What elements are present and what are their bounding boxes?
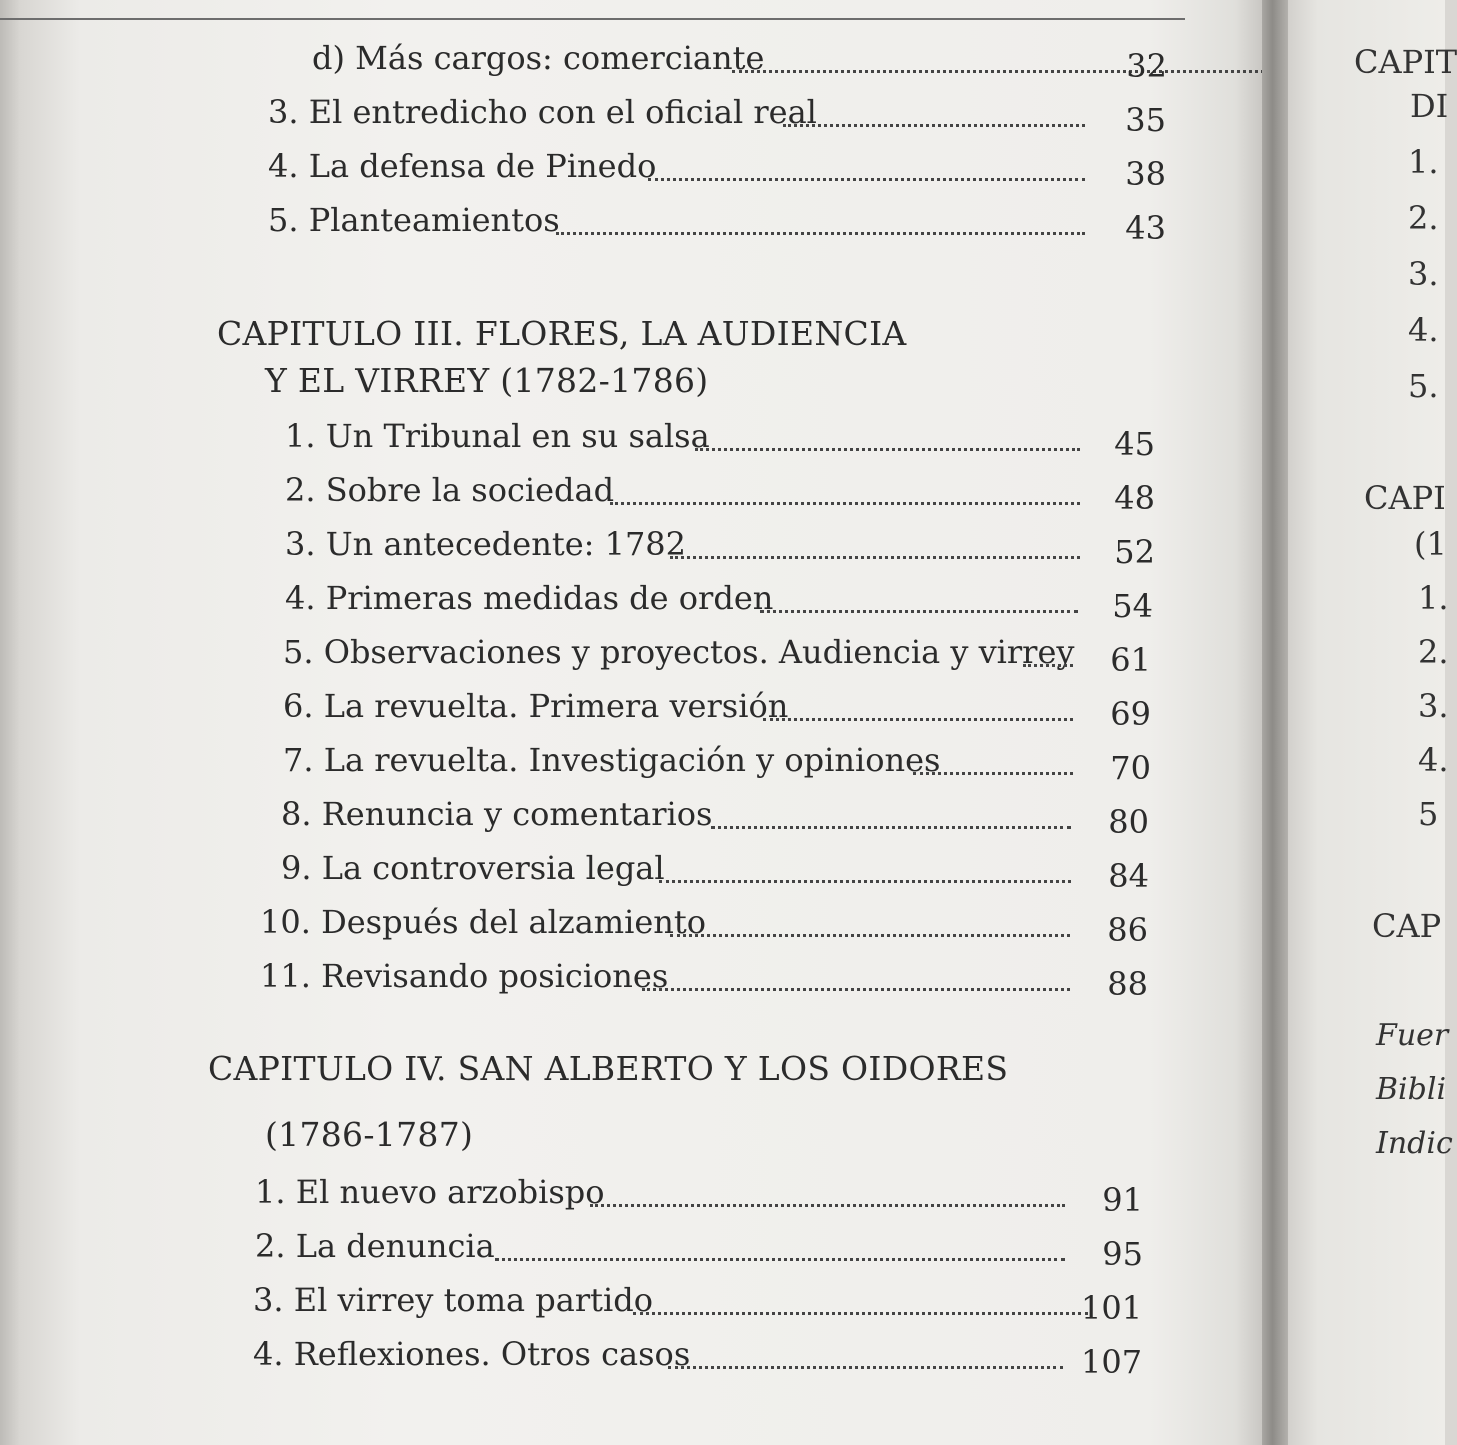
toc-entry (268, 92, 1168, 139)
dot-leader (711, 806, 1071, 829)
rp-item: 1. (1418, 579, 1449, 617)
entry-page: 38 (1125, 155, 1166, 193)
rp-item: 5. (1408, 367, 1439, 405)
toc-entry (268, 146, 1168, 193)
dot-leader (642, 968, 1070, 991)
toc-entry (281, 848, 1161, 895)
dot-leader (760, 590, 1078, 613)
toc-entry (260, 956, 1160, 1003)
dot-leader (763, 698, 1073, 721)
entry-label: 4. Primeras medidas de orden (285, 579, 774, 617)
entry-page: 69 (1110, 695, 1151, 733)
toc-entry (312, 38, 1172, 85)
rp-item: 4. (1418, 741, 1449, 779)
entry-page: 54 (1112, 587, 1153, 625)
entry-page: 48 (1114, 479, 1155, 517)
dot-leader (913, 752, 1073, 775)
dot-leader (668, 1346, 1063, 1369)
dot-leader (495, 1238, 1065, 1261)
chapter-title: CAPITULO IV. SAN ALBERTO Y LOS OIDORES (208, 1049, 1009, 1088)
rp-back-matter: Indic (1376, 1126, 1453, 1161)
right-page (1288, 0, 1457, 1445)
rp-item: 2. (1418, 633, 1449, 671)
rp-chapter-b-line1: CAPI (1364, 479, 1446, 517)
toc-entry (268, 200, 1168, 247)
entry-page: 45 (1114, 425, 1155, 463)
entry-page: 52 (1114, 533, 1155, 571)
rp-back-matter: Bibli (1376, 1072, 1447, 1107)
entry-label: 3. El entredicho con el oficial real (268, 93, 817, 131)
chapter-title: CAPITULO III. FLORES, LA AUDIENCIA (217, 314, 907, 353)
rp-item: 1. (1408, 143, 1439, 181)
toc-entry (285, 578, 1165, 625)
dot-leader (556, 212, 1085, 235)
toc-entry (255, 1226, 1155, 1273)
entry-page: 61 (1110, 641, 1151, 679)
chapter-subtitle: Y EL VIRREY (1782-1786) (265, 361, 709, 400)
rp-item: 3. (1418, 687, 1449, 725)
entry-label: 6. La revuelta. Primera versión (283, 687, 789, 725)
dot-leader (610, 482, 1080, 505)
toc-entry (283, 632, 1163, 679)
toc-entry (281, 794, 1161, 841)
rp-chapter-b-line2: (1 (1414, 525, 1447, 563)
entry-page: 84 (1108, 857, 1149, 895)
dot-leader (670, 914, 1070, 937)
entry-page: 80 (1108, 803, 1149, 841)
toc-entry (283, 740, 1163, 787)
rp-item: 5 (1418, 795, 1439, 833)
dot-leader (633, 1292, 1088, 1315)
entry-label: 2. Sobre la sociedad (285, 471, 615, 509)
entry-label: 1. El nuevo arzobispo (255, 1173, 605, 1211)
entry-label: 5. Planteamientos (268, 201, 560, 239)
toc-entry (285, 524, 1165, 571)
entry-label: 2. La denuncia (255, 1227, 495, 1265)
dot-leader (695, 428, 1080, 451)
rp-item: 3. (1408, 255, 1439, 293)
toc-entry (253, 1280, 1153, 1327)
toc-entry (253, 1334, 1153, 1381)
entry-page: 95 (1102, 1235, 1143, 1273)
rp-chapter-a-line2: DI (1410, 87, 1449, 125)
entry-label: 4. Reflexiones. Otros casos (253, 1335, 691, 1373)
entry-label: 3. Un antecedente: 1782 (285, 525, 687, 563)
entry-page: 101 (1081, 1289, 1143, 1327)
entry-page: 107 (1081, 1343, 1143, 1381)
entry-page: 88 (1107, 965, 1148, 1003)
toc-entry (260, 902, 1160, 949)
entry-label: 5. Observaciones y proyectos. Audiencia y virrey (283, 633, 1075, 671)
toc-entry (285, 470, 1165, 517)
entry-label: 10. Después del alzamiento (260, 903, 707, 941)
toc-entry (283, 686, 1163, 733)
entry-label: 1. Un Tribunal en su salsa (285, 417, 710, 455)
dot-leader (648, 158, 1085, 181)
dot-leader (659, 860, 1071, 883)
entry-page: 43 (1125, 209, 1166, 247)
rp-item: 4. (1408, 311, 1439, 349)
rp-item: 2. (1408, 199, 1439, 237)
rp-chapter-c: CAP (1372, 907, 1442, 945)
book-gutter (1262, 0, 1288, 1445)
entry-label: 11. Revisando posiciones (260, 957, 669, 995)
entry-label: 7. La revuelta. Investigación y opiniones (283, 741, 941, 779)
entry-label: 3. El virrey toma partido (253, 1281, 653, 1319)
entry-page: 32 (1126, 47, 1167, 85)
entry-page: 35 (1125, 101, 1166, 139)
dot-leader (1023, 644, 1073, 667)
entry-label: d) Más cargos: comerciante (312, 39, 765, 77)
dot-leader (590, 1184, 1065, 1207)
dot-leader (783, 104, 1085, 127)
chapter-subtitle: (1786-1787) (265, 1115, 474, 1154)
entry-label: 4. La defensa de Pinedo (268, 147, 657, 185)
rp-back-matter: Fuer (1376, 1018, 1449, 1053)
top-rule (0, 0, 1185, 20)
entry-page: 86 (1107, 911, 1148, 949)
entry-page: 70 (1110, 749, 1151, 787)
entry-page: 91 (1102, 1181, 1143, 1219)
rp-chapter-a-line1: CAPIT (1354, 43, 1457, 81)
entry-label: 8. Renuncia y comentarios (281, 795, 713, 833)
toc-entry (285, 416, 1165, 463)
toc-entry (255, 1172, 1155, 1219)
dot-leader (670, 536, 1080, 559)
entry-label: 9. La controversia legal (281, 849, 665, 887)
